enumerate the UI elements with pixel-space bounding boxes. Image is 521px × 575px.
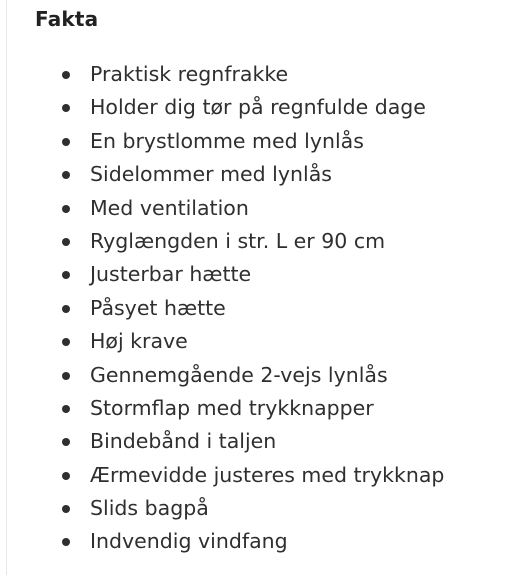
list-item [56, 325, 516, 358]
bullet-icon [62, 271, 70, 279]
list-item-text: Justerbar hætte [90, 262, 252, 287]
bullet-icon [62, 505, 70, 513]
list-item-text: Bindebånd i taljen [90, 429, 277, 454]
bullet-icon [62, 538, 70, 546]
facts-list [56, 58, 516, 559]
list-item [56, 459, 516, 492]
list-item-text: Høj krave [90, 329, 188, 354]
list-item [56, 292, 516, 325]
left-border [6, 0, 7, 575]
list-item-text: Med ventilation [90, 195, 249, 220]
bullet-icon [62, 438, 70, 446]
list-item-text: Gennemgående 2-vejs lynlås [90, 362, 388, 387]
list-item [56, 192, 516, 225]
bullet-icon [62, 372, 70, 380]
list-item-text: Sidelommer med lynlås [90, 162, 332, 187]
list-item-text: Holder dig tør på regnfulde dage [90, 95, 426, 120]
section-heading: Fakta [35, 7, 99, 31]
bullet-icon [62, 472, 70, 480]
list-item-text: Ryglængden i str. L er 90 cm [90, 228, 386, 253]
bullet-icon [62, 104, 70, 112]
list-item-text: Indvendig vindfang [90, 529, 288, 554]
list-item-text: Slids bagpå [90, 496, 209, 521]
list-item [56, 359, 516, 392]
bullet-icon [62, 171, 70, 179]
list-item [56, 91, 516, 124]
list-item-text: En brystlomme med lynlås [90, 128, 364, 153]
list-item [56, 58, 516, 91]
list-item-text: Stormflap med trykknapper [90, 395, 374, 420]
list-item [56, 525, 516, 558]
bullet-icon [62, 405, 70, 413]
bullet-icon [62, 338, 70, 346]
bullet-icon [62, 71, 70, 79]
list-item [56, 158, 516, 191]
bullet-icon [62, 305, 70, 313]
list-item [56, 425, 516, 458]
bullet-icon [62, 205, 70, 213]
list-item [56, 125, 516, 158]
list-item [56, 392, 516, 425]
list-item-text: Påsyet hætte [90, 295, 226, 320]
list-item-text: Praktisk regnfrakke [90, 62, 289, 86]
bullet-icon [62, 138, 70, 146]
list-item [56, 492, 516, 525]
list-item [56, 258, 516, 291]
list-item [56, 225, 516, 258]
bullet-icon [62, 238, 70, 246]
list-item-text: Ærmevidde justeres med trykknap [90, 462, 445, 487]
